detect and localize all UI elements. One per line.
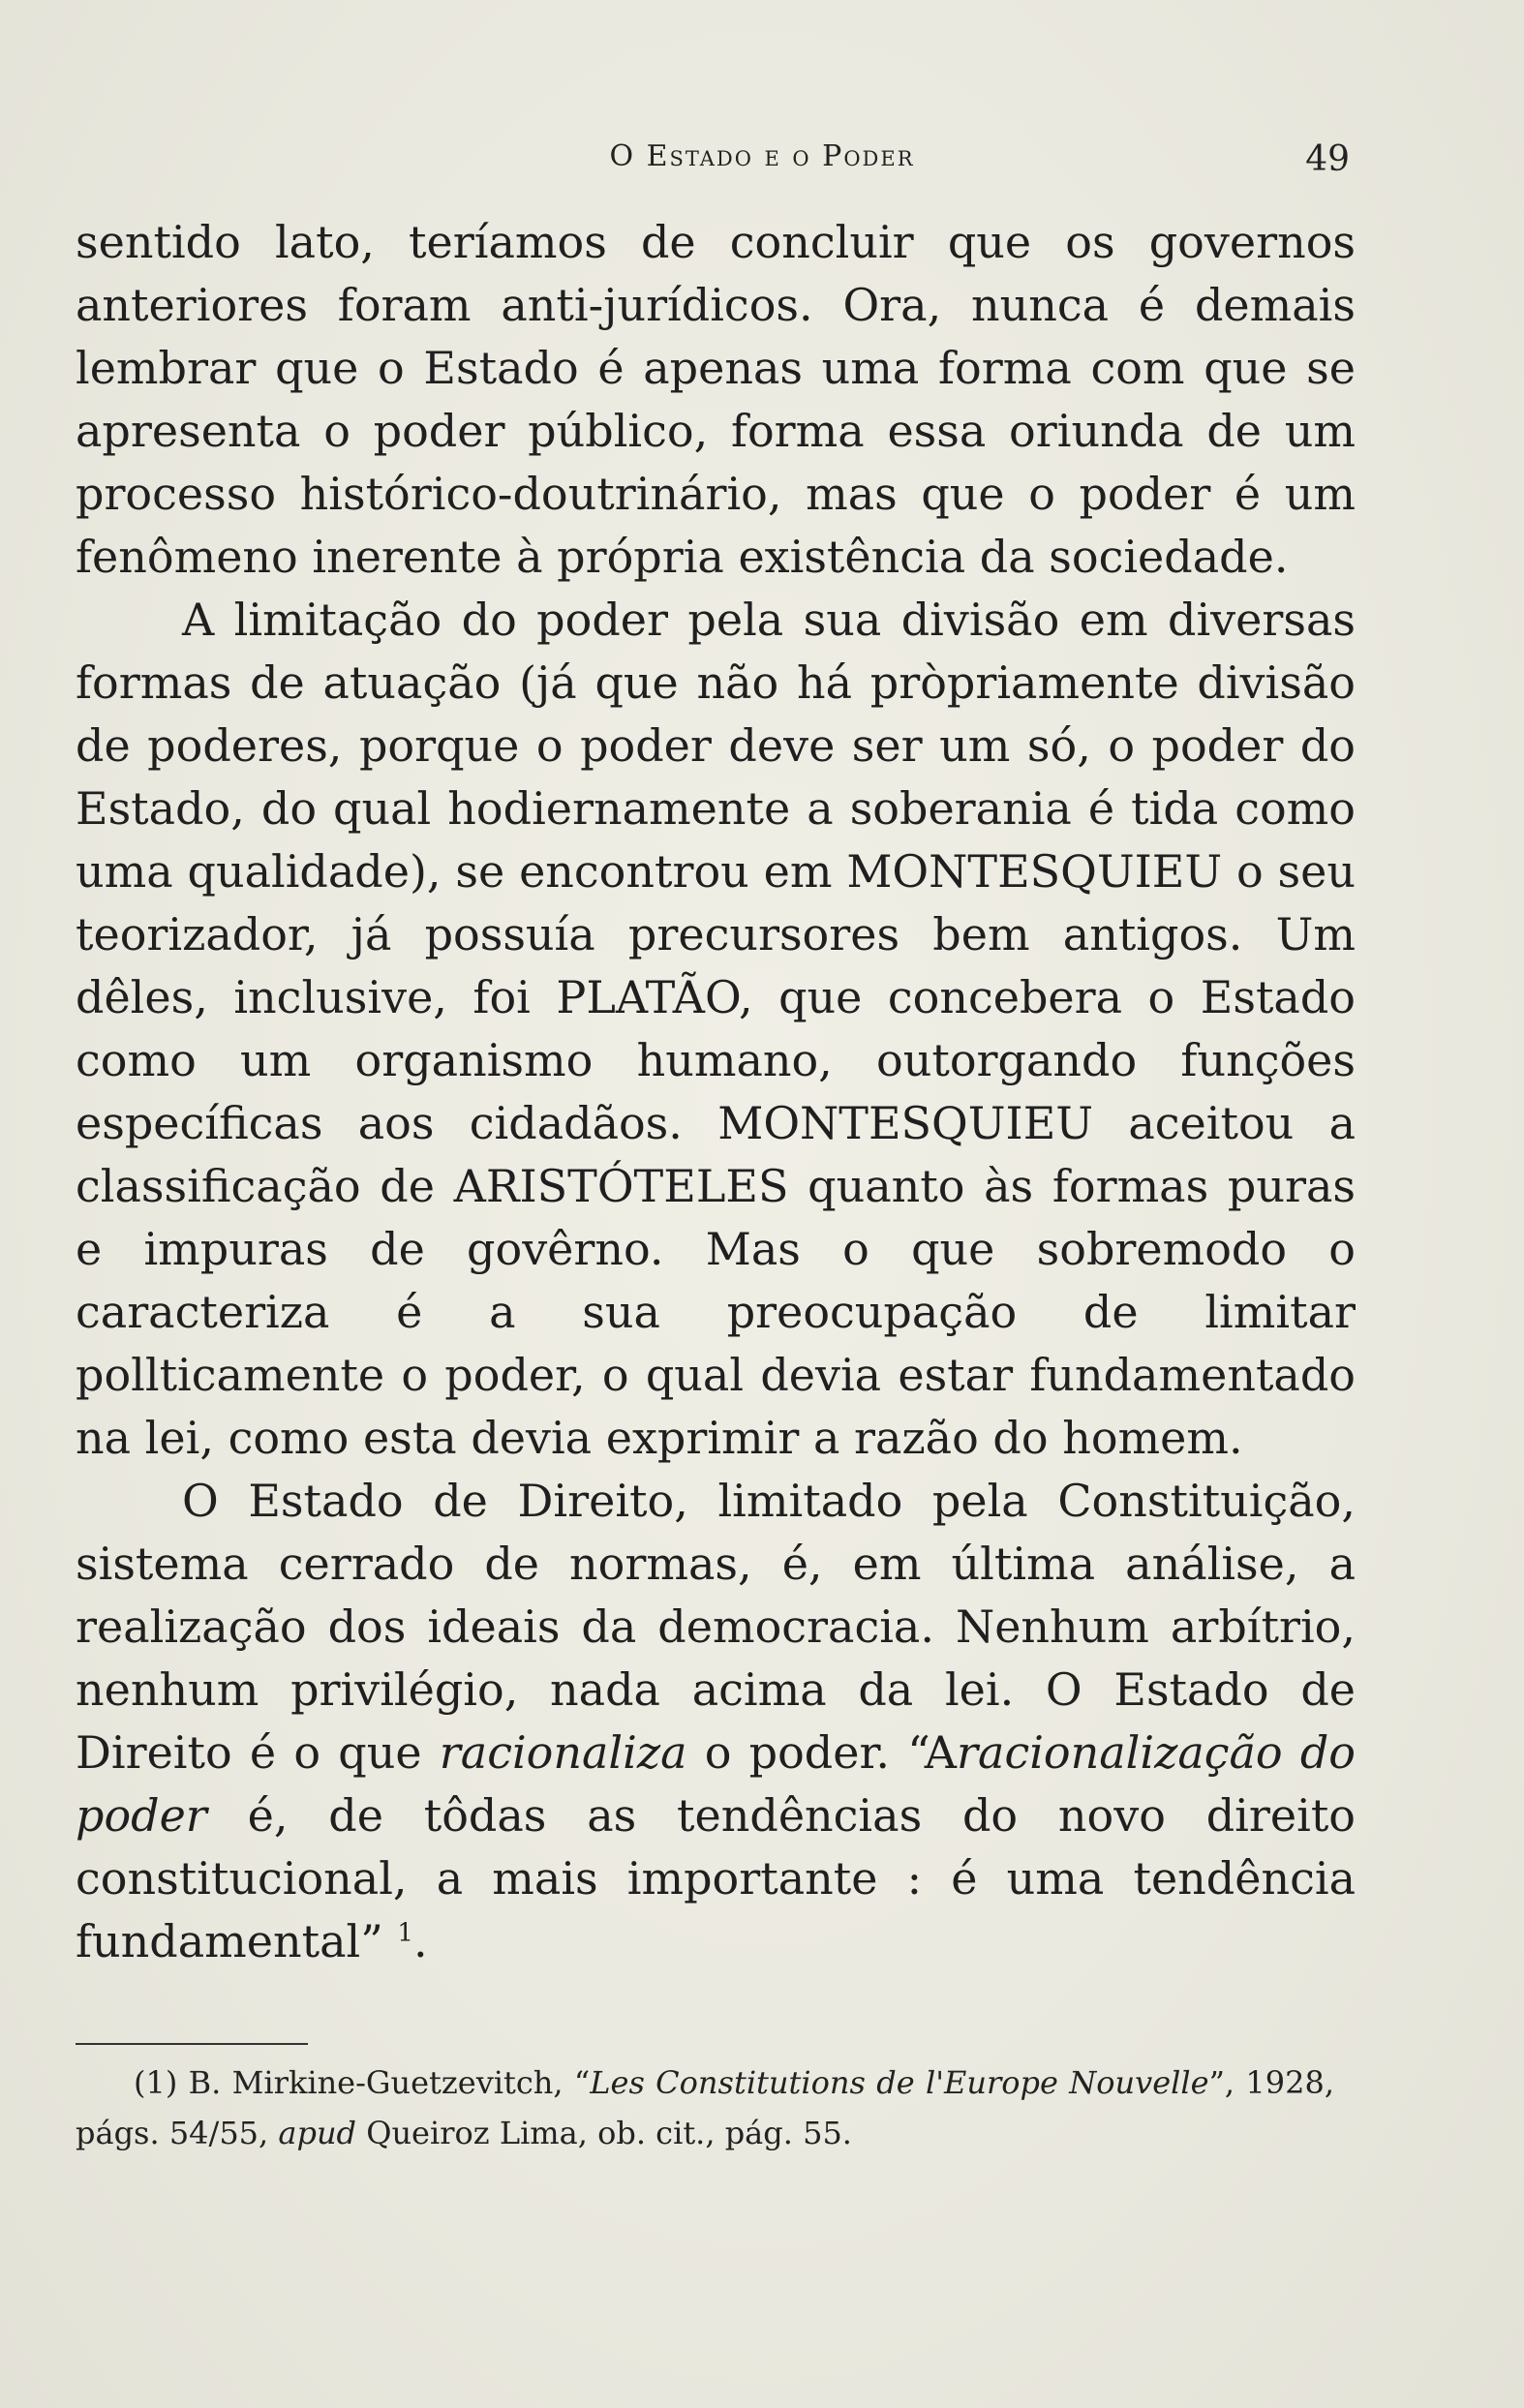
- paragraph-3-text-c: é, de tôdas as tendências do novo direito constitucional, a mais importante : é uma tendência fundamental”: [76, 1789, 1356, 1967]
- page-number: 49: [1305, 139, 1350, 179]
- footnote-text-b: ”, 1928, págs. 54/55,: [76, 2064, 1335, 2151]
- footnote-text-c: Queiroz Lima, ob. cit., pág. 55.: [366, 2115, 852, 2151]
- footnote-marker: 1: [397, 1918, 413, 1948]
- paragraph-2: A limitação do poder pela sua divisão em diversas formas de atuação (já que não há pròpriamente divisão de poderes, porque o poder deve ser um só, o poder do Estado, do qual hodiernamente a soberania é tida como uma qualidade), se encontrou em MONTESQUIEU o seu teorizador, já possuía precursores bem antigos. Um dêles, inclusive, foi PLATÃO, que concebera o Estado como um organismo humano, outorgando funções específicas aos cidadãos. MONTESQUIEU aceitou a classificação de ARISTÓTELES quanto às formas puras e impuras de govêrno. Mas o que sobremodo o caracteriza é a sua preocupação de limitar pollticamente o poder, o qual devia estar fundamentado na lei, como esta devia exprimir a razão do homem.: [76, 594, 1356, 1464]
- footnote-text-a: (1) B. Mirkine-Guetzevitch, “: [134, 2064, 591, 2101]
- paragraph-3-text-b: o poder. “A: [704, 1726, 958, 1779]
- footnote-rule: [76, 2043, 308, 2045]
- paragraph-3: [76, 1470, 1356, 1973]
- footnote: [76, 2057, 1334, 2158]
- footnote-italic-apud: apud: [278, 2115, 357, 2151]
- footnote-italic-title: Les Constitutions de l'Europe Nouvelle: [590, 2064, 1209, 2101]
- italic-term-racionaliza: racionaliza: [439, 1726, 687, 1779]
- paragraph-1: sentido lato, teríamos de concluir que os governos anteriores foram anti-jurídicos. Ora, nunca é demais lembrar que o Estado é apenas uma forma com que se apresenta o poder público, forma essa oriunda de um processo histórico-doutrinário, mas que o poder é um fenômeno inerente à própria existência da sociedade.: [76, 216, 1356, 583]
- page-header: [0, 136, 1524, 194]
- paragraph-3-end: .: [412, 1915, 428, 1967]
- body-text: [76, 211, 1356, 1973]
- running-title: O Estado e o Poder: [609, 139, 915, 173]
- paragraph-3-text-a: O Estado de Direito, limitado pela Constituição, sistema cerrado de normas, é, em última análise, a realização dos ideais da democracia. Nenhum arbítrio, nenhum privilégio, nada acima da lei. O Estado de Direito é o que: [76, 1475, 1356, 1779]
- italic-quote-racionalizacao: racionalização do poder: [76, 1726, 1356, 1842]
